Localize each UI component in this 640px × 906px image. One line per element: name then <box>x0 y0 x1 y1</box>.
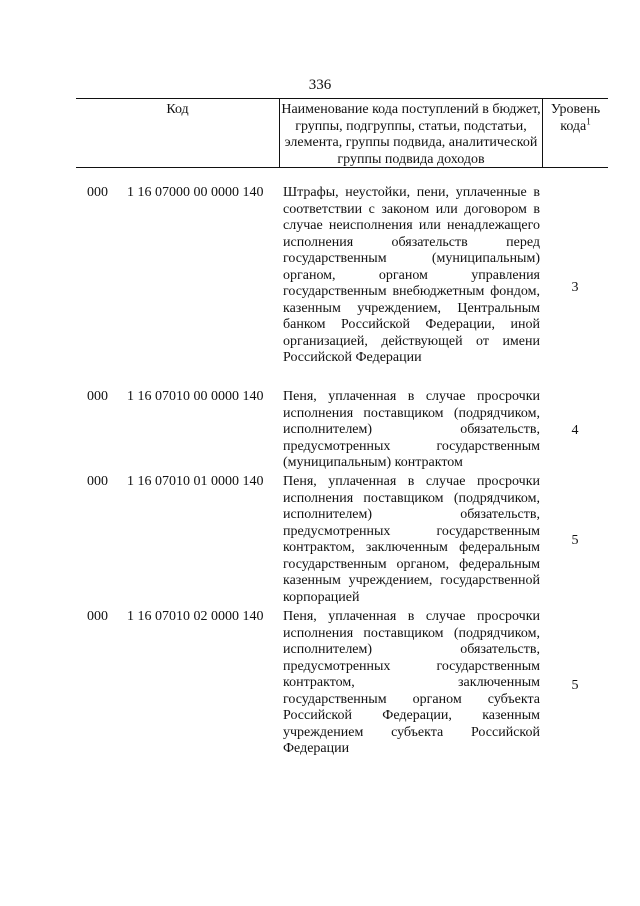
row-level: 3 <box>571 280 579 295</box>
header-level <box>543 99 608 167</box>
row-budget-code: 1 16 07000 00 0000 140 <box>127 185 264 200</box>
row-description: Пеня, уплаченная в случае просрочки исполнения поставщиком (подрядчиком, исполнителем) обязательств, предусмотренных государственным (муниципальным) контрактом <box>283 389 540 470</box>
row-description: Штрафы, неустойки, пени, уплаченные в соответствии с законом или договором в случае неисполнения или ненадлежащего исполнения обязательств перед государственным (муниципальным) органом, органом управления государственным внебюджетным фондом, казенным учреждением, Центральным банком Российской Федерации, иной организацией, действующей от имени Российской Федерации <box>283 185 540 365</box>
header-level-label: Уровень кода <box>550 102 601 134</box>
row-admin-code: 000 <box>87 185 108 200</box>
row-level: 5 <box>571 533 579 548</box>
header-level-footnote: 1 <box>586 115 591 126</box>
row-level: 5 <box>571 678 579 693</box>
row-budget-code: 1 16 07010 00 0000 140 <box>127 389 264 404</box>
page-number: 336 <box>308 77 332 93</box>
row-budget-code: 1 16 07010 02 0000 140 <box>127 609 264 624</box>
row-level: 4 <box>571 423 579 438</box>
row-admin-code: 000 <box>87 474 108 489</box>
header-name: Наименование кода поступлений в бюджет, группы, подгруппы, статьи, подстатьи, элемента, группы подвида, аналитической группы подвида доходов <box>279 99 543 167</box>
row-description: Пеня, уплаченная в случае просрочки исполнения поставщиком (подрядчиком, исполнителем) обязательств, предусмотренных государственным контрактом, заключенным федеральным государственным органом, федеральным казенным учреждением, государственной корпорацией <box>283 474 540 605</box>
row-admin-code: 000 <box>87 389 108 404</box>
row-description: Пеня, уплаченная в случае просрочки исполнения поставщиком (подрядчиком, исполнителем) обязательств, предусмотренных государственным контрактом, заключенным государственным органом субъекта Российской Федерации, казенным учреждением субъекта Российской Федерации <box>283 609 540 756</box>
header-code: Код <box>166 102 189 117</box>
row-admin-code: 000 <box>87 609 108 624</box>
table-header <box>76 98 608 168</box>
row-budget-code: 1 16 07010 01 0000 140 <box>127 474 264 489</box>
